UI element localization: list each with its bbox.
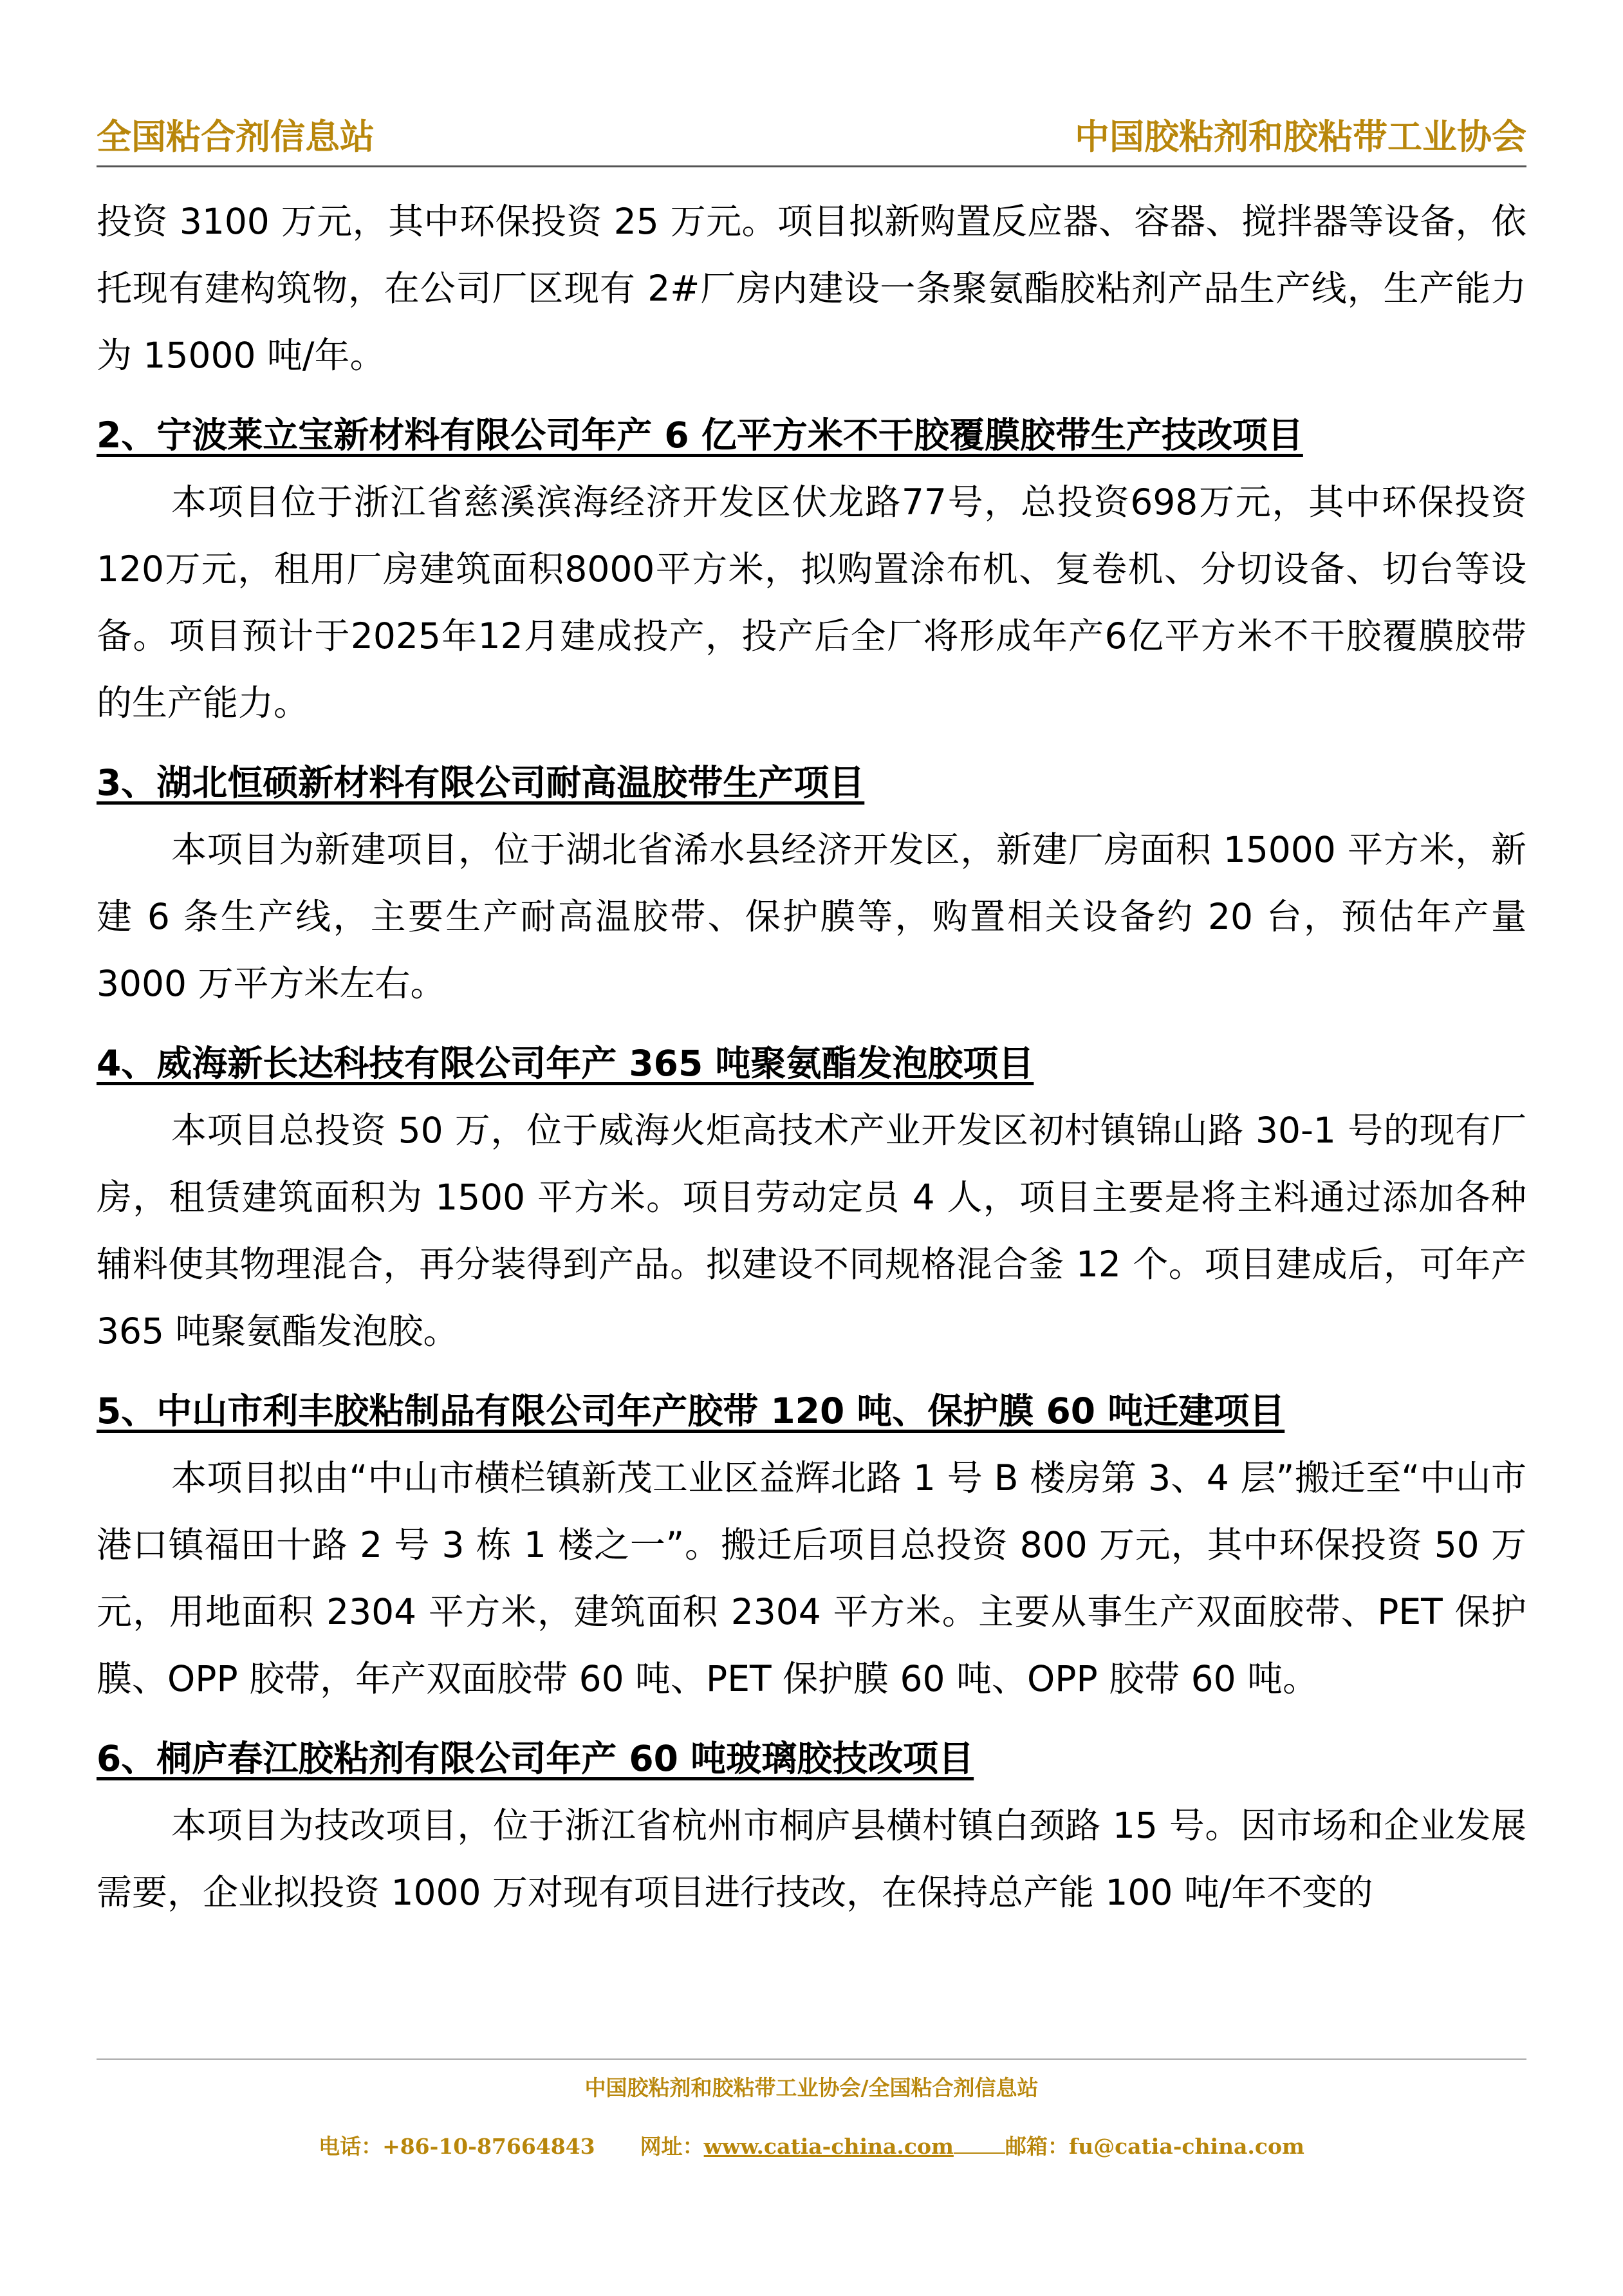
footer-contact — [97, 2130, 1526, 2160]
section-body-5: 本项目拟由“中山市横栏镇新茂工业区益辉北路 1 号 B 楼房第 3、4 层”搬迁至“中山市港口镇福田十路 2 号 3 栋 1 楼之一”。搬迁后项目总投资 800 万元，其中环保投资 50 万元，用地面积 2304 平方米，建筑面积 2304 平方米。主要从事生产双面胶带、PET 保护膜、OPP 胶带，年产双面胶带 60 吨、PET 保护膜 60 吨、OPP 胶带 60 吨。 — [97, 1457, 1526, 1699]
section-body-2: 本项目位于浙江省慈溪滨海经济开发区伏龙路77号，总投资698万元，其中环保投资120万元，租用厂房建筑面积8000平方米，拟购置涂布机、复卷机、分切设备、切台等设备。项目预计于2025年12月建成投产，投产后全厂将形成年产6亿平方米不干胶覆膜胶带的生产能力。 — [97, 481, 1526, 723]
section-title-5: 5、中山市利丰胶粘制品有限公司年产胶带 120 吨、保护膜 60 吨迁建项目 — [97, 1390, 1285, 1432]
footer-phone: 电话：+86-10-87664843 — [319, 2134, 595, 2159]
header-site-name: 全国粘合剂信息站 — [97, 116, 375, 157]
footer-email: 邮箱：fu@catia-china.com — [1005, 2134, 1304, 2159]
page-header — [97, 113, 1526, 167]
section-body-3: 本项目为新建项目，位于湖北省浠水县经济开发区，新建厂房面积 15000 平方米，新建 6 条生产线，主要生产耐高温胶带、保护膜等，购置相关设备约 20 台，预估年产量 3000 万平方米左右。 — [97, 829, 1526, 1004]
footer-org: 中国胶粘剂和胶粘带工业协会/全国粘合剂信息站 — [584, 2075, 1039, 2100]
intro-paragraph: 投资 3100 万元，其中环保投资 25 万元。项目拟新购置反应器、容器、搅拌器等设备，依托现有建构筑物，在公司厂区现有 2#厂房内建设一条聚氨酯胶粘剂产品生产线，生产能力为 15000 吨/年。 — [97, 201, 1526, 376]
header-association-name: 中国胶粘剂和胶粘带工业协会 — [1075, 116, 1526, 157]
section-title-6: 6、桐庐春江胶粘剂有限公司年产 60 吨玻璃胶技改项目 — [97, 1738, 974, 1779]
section-title-4: 4、威海新长达科技有限公司年产 365 吨聚氨酯发泡胶项目 — [97, 1043, 1034, 1084]
document-body — [97, 188, 1526, 1926]
section-body-6: 本项目为技改项目，位于浙江省杭州市桐庐县横村镇白颈路 15 号。因市场和企业发展需要，企业拟投资 1000 万对现有项目进行技改，在保持总产能 100 吨/年不变的 — [97, 1805, 1526, 1913]
section-title-3: 3、湖北恒硕新材料有限公司耐高温胶带生产项目 — [97, 762, 865, 803]
footer-website-label: 网址： — [640, 2134, 704, 2159]
section-body-4: 本项目总投资 50 万，位于威海火炬高技术产业开发区初村镇锦山路 30-1 号的现有厂房，租赁建筑面积为 1500 平方米。项目劳动定员 4 人，项目主要是将主料通过添加各种辅料使其物理混合，再分装得到产品。拟建设不同规格混合釜 12 个。项目建成后，可年产 365 吨聚氨酯发泡胶。 — [97, 1110, 1526, 1352]
section-title-2: 2、宁波莱立宝新材料有限公司年产 6 亿平方米不干胶覆膜胶带生产技改项目 — [97, 415, 1303, 456]
page-footer — [97, 2058, 1526, 2160]
footer-website-link[interactable]: www.catia-china.com — [703, 2134, 954, 2159]
